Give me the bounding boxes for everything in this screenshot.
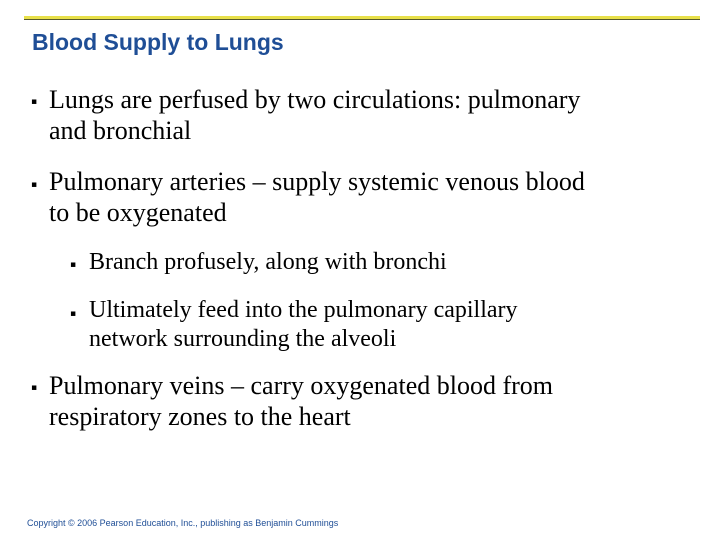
bullet-2-line-1: Pulmonary arteries – supply systemic venous blood xyxy=(49,167,585,196)
bullet-1-line-1: Lungs are perfused by two circulations: pulmonary xyxy=(49,85,581,114)
sub-bullet-2-line-1: Ultimately feed into the pulmonary capillary xyxy=(89,297,518,323)
bullet-3-line-1: Pulmonary veins – carry oxygenated blood from xyxy=(49,371,553,400)
bullet-icon: ▪ xyxy=(31,180,38,190)
bullet-icon: ▪ xyxy=(31,97,38,107)
bullet-2-line-2: to be oxygenated xyxy=(49,198,227,227)
sub-bullet-icon: ▪ xyxy=(70,309,77,319)
sub-bullet-2-line-2: network surrounding the alveoli xyxy=(89,326,397,352)
bullet-1-line-2: and bronchial xyxy=(49,116,192,145)
bullet-icon: ▪ xyxy=(31,383,38,393)
bullet-3-line-2: respiratory zones to the heart xyxy=(49,402,351,431)
copyright-footer: Copyright © 2006 Pearson Education, Inc., publishing as Benjamin Cummings xyxy=(27,518,339,528)
slide-title: Blood Supply to Lungs xyxy=(32,29,284,55)
sub-bullet-1-line-1: Branch profusely, along with bronchi xyxy=(89,249,447,275)
sub-bullet-icon: ▪ xyxy=(70,260,77,270)
